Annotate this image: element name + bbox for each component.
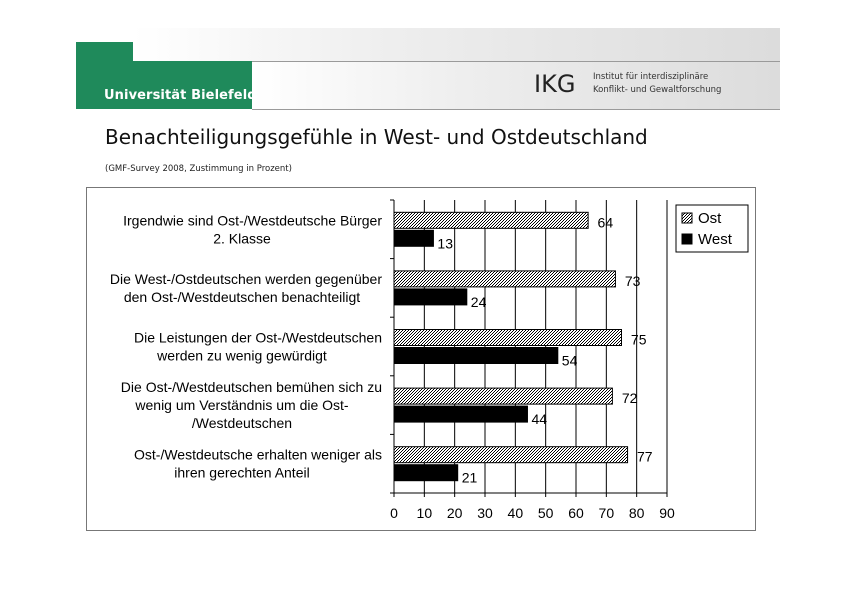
x-tick-label-0: 0 [390,505,398,521]
data-label-west-0: 13 [437,235,454,252]
x-tick-label-90: 90 [659,505,675,521]
bar-west-1 [394,289,467,305]
category-label-0-line-1: 2. Klasse [213,230,271,247]
data-label-west-4: 21 [461,469,478,486]
slide-subtitle: (GMF-Survey 2008, Zustimmung in Prozent) [105,164,292,174]
data-label-west-3: 44 [531,411,548,428]
institute-name-line-1: Institut für interdisziplinäre [593,72,709,82]
bar-west-4 [394,465,458,481]
x-tick-label-10: 10 [416,505,433,521]
bar-west-3 [394,406,527,422]
bar-ost-3 [394,388,612,404]
bar-west-0 [394,230,433,246]
data-label-ost-2: 75 [630,331,647,348]
category-label-3-line-1: wenig um Verständnis um die Ost- [135,397,349,414]
chart-legend [676,205,748,252]
category-label-2-line-0: Die Leistungen der Ost-/Westdeutschen [134,329,382,346]
data-label-ost-4: 77 [636,448,653,465]
bar-ost-1 [394,271,615,287]
institute-abbreviation: IKG [534,70,576,98]
x-tick-label-60: 60 [568,505,584,521]
slide-title: Benachteiligungsgefühle in West- und Ostdeutschland [105,125,648,149]
bar-ost-2 [394,330,622,346]
category-label-0-line-0: Irgendwie sind Ost-/Westdeutsche Bürger [123,212,382,229]
category-label-3-line-0: Die Ost-/Westdeutschen bemühen sich zu [120,379,382,396]
x-tick-label-50: 50 [537,505,554,521]
bar-ost-4 [394,447,628,463]
legend-swatch-west [682,234,692,244]
data-label-ost-0: 64 [597,214,614,231]
legend-label-west: West [698,231,732,248]
logo-text: Universität Bielefeld [104,88,257,103]
chart-bars [394,212,628,480]
x-tick-label-40: 40 [507,505,524,521]
data-label-ost-3: 72 [621,390,638,407]
category-label-1-line-1: den Ost-/Westdeutschen benachteiligt [123,288,361,305]
category-label-4-line-1: ihren gerechten Anteil [174,464,310,481]
category-label-2-line-1: werden zu wenig gewürdigt [157,347,327,364]
data-label-ost-1: 73 [624,272,641,289]
institute-name-line-2: Konflikt- und Gewaltforschung [593,85,722,95]
category-label-1-line-0: Die West-/Ostdeutschen werden gegenüber [109,270,382,287]
data-label-west-2: 54 [561,352,578,369]
x-tick-label-30: 30 [477,505,493,521]
category-label-4-line-0: Ost-/Westdeutsche erhalten weniger als [134,446,382,463]
category-label-3-line-2: /Westdeutschen [191,415,293,432]
x-tick-label-70: 70 [598,505,615,521]
legend-label-ost: Ost [698,210,722,227]
x-tick-label-80: 80 [628,505,645,521]
bar-west-2 [394,348,558,364]
data-label-west-1: 24 [470,293,487,310]
legend-swatch-ost [682,213,692,223]
bar-ost-0 [394,212,588,228]
x-tick-label-20: 20 [446,505,463,521]
